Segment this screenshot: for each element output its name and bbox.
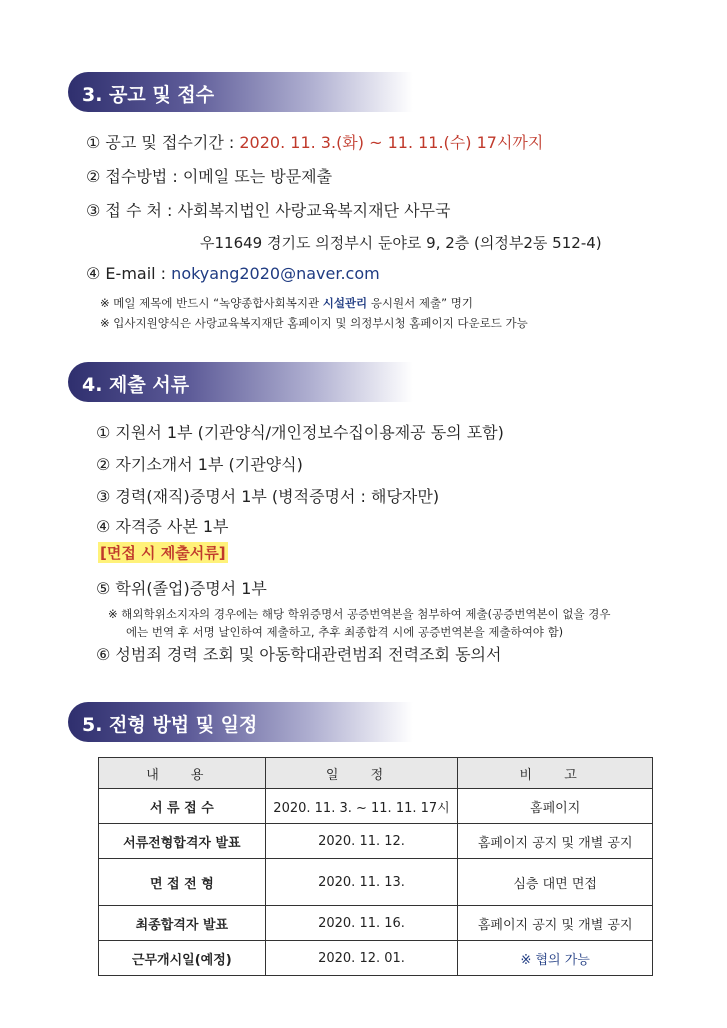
email-line: ④ E-mail : nokyang2020@naver.com xyxy=(86,264,380,283)
interview-docs-tag: [면접 시 제출서류] xyxy=(100,544,226,562)
section-header-5 xyxy=(68,702,413,742)
table-row: 최종합격자 발표 2020. 11. 16. 홈페이지 공지 및 개별 공지 xyxy=(99,906,653,941)
header-remarks: 비 고 xyxy=(458,758,653,789)
notice-period-value: 2020. 11. 3.(화) ~ 11. 11.(수) 17시까지 xyxy=(239,133,544,152)
doc-item-5: ⑤ 학위(졸업)증명서 1부 xyxy=(96,579,267,598)
section-title-5: 5. 전형 방법 및 일정 xyxy=(82,714,258,736)
section-header-4 xyxy=(68,362,413,402)
schedule-table xyxy=(98,757,653,976)
table-row: 서 류 접 수 2020. 11. 3. ~ 11. 11. 17시 홈페이지 xyxy=(99,789,653,824)
submission-address: 우11649 경기도 의정부시 둔야로 9, 2층 (의정부2동 512-4) xyxy=(200,234,602,252)
doc-item-4: ④ 자격증 사본 1부 xyxy=(96,517,229,536)
doc-item-1: ① 지원서 1부 (기관양식/개인정보수집이용제공 동의 포함) xyxy=(96,423,504,442)
section-title-3: 3. 공고 및 접수 xyxy=(82,84,215,106)
schedule-header-row xyxy=(99,758,653,789)
header-content: 내 용 xyxy=(99,758,266,789)
overseas-degree-note-1: ※ 해외학위소지자의 경우에는 해당 학위증명서 공증번역본을 첨부하여 제출(공증번역본이 없을 경우 xyxy=(108,607,611,621)
overseas-degree-note-2: 에는 번역 후 서명 날인하여 제출하고, 추후 최종합격 시에 공증번역본을 제출하여야 함) xyxy=(126,625,564,639)
form-download-note: ※ 입사지원양식은 사랑교육복지재단 홈페이지 및 의정부시청 홈페이지 다운로드 가능 xyxy=(100,316,528,330)
doc-item-3: ③ 경력(재직)증명서 1부 (병적증명서 : 해당자만) xyxy=(96,487,440,506)
doc-item-6: ⑥ 성범죄 경력 조회 및 아동학대관련범죄 전력조회 동의서 xyxy=(96,645,502,664)
doc-item-2: ② 자기소개서 1부 (기관양식) xyxy=(96,455,303,474)
table-row: 서류전형합격자 발표 2020. 11. 12. 홈페이지 공지 및 개별 공지 xyxy=(99,824,653,859)
email-note: ※ 메일 제목에 반드시 “녹양종합사회복지관 시설관리 응시원서 제출” 명기 xyxy=(100,296,473,310)
section-header-3 xyxy=(68,72,413,112)
header-date: 일 정 xyxy=(265,758,458,789)
table-row: 면 접 전 형 2020. 11. 13. 심층 대면 면접 xyxy=(99,859,653,906)
submission-place: ③ 접 수 처 : 사회복지법인 사랑교육복지재단 사무국 xyxy=(86,201,451,220)
section-title-4: 4. 제출 서류 xyxy=(82,374,190,396)
submission-method: ② 접수방법 : 이메일 또는 방문제출 xyxy=(86,167,333,186)
notice-period: ① 공고 및 접수기간 : 2020. 11. 3.(화) ~ 11. 11.(수) 17시까지 xyxy=(86,133,544,152)
email-address[interactable]: nokyang2020@naver.com xyxy=(171,264,380,283)
table-row: 근무개시일(예정) 2020. 12. 01. ※ 협의 가능 xyxy=(99,941,653,976)
